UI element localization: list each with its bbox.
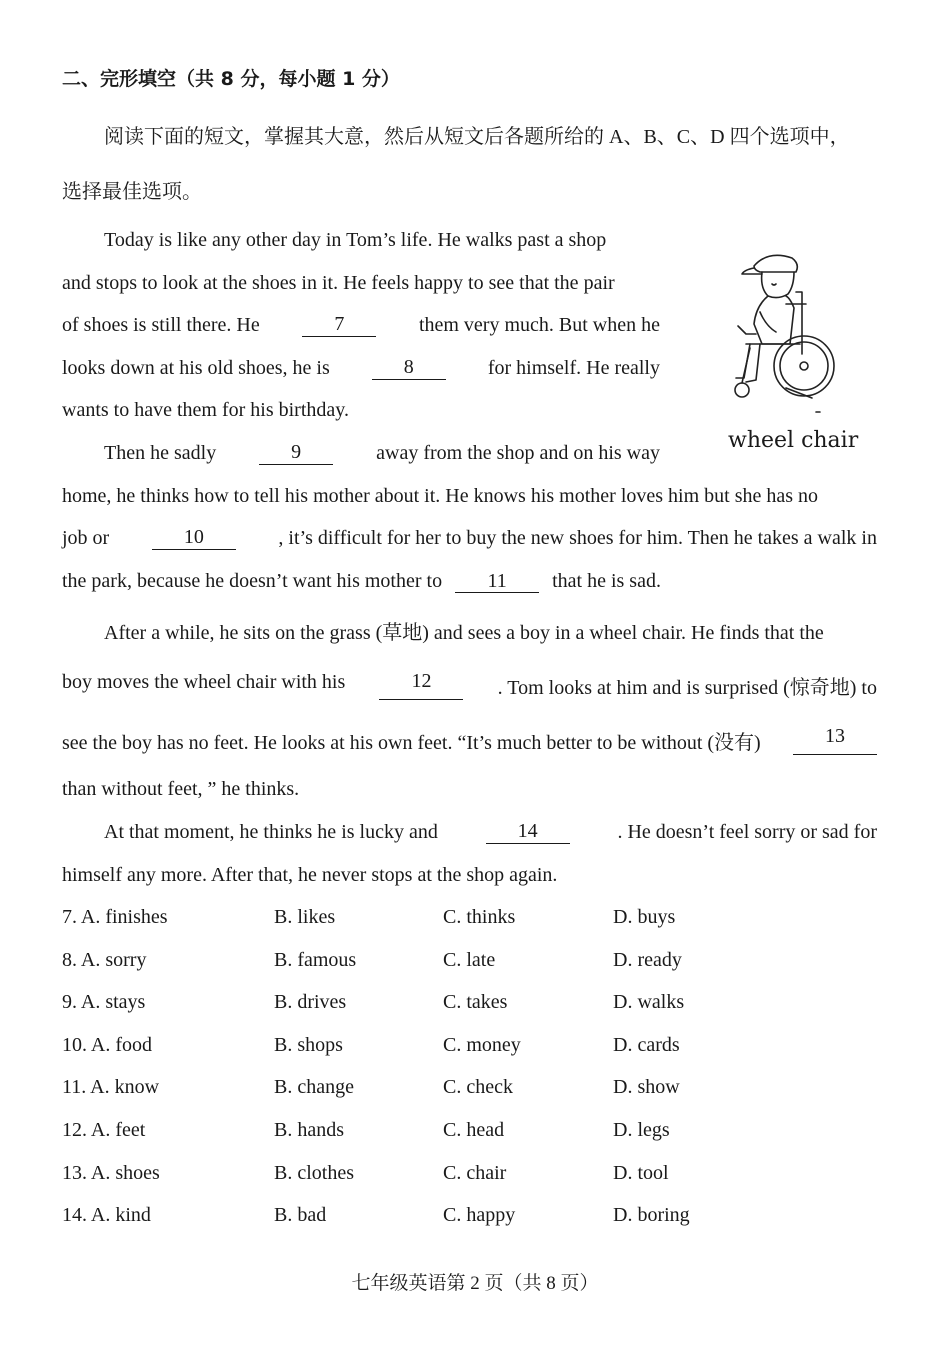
instruction-line-1: 阅读下面的短文，掌握其大意，然后从短文后各题所给的 A、B、C、D 四个选项中，: [104, 126, 850, 148]
passage-text: for himself. He really: [487, 357, 660, 379]
option-c: C. takes: [443, 991, 508, 1014]
passage-text: At that moment, he thinks he is lucky and: [104, 821, 438, 843]
passage-line: himself any more. After that, he never stops at the shop again.: [62, 864, 558, 886]
option-c: C. check: [443, 1076, 513, 1099]
passage-text: job or: [62, 527, 110, 549]
option-a: 9. A. stays: [62, 991, 146, 1014]
passage-text: . Tom looks at him and is surprised (惊奇地) to: [497, 677, 877, 699]
passage-line: [62, 357, 660, 380]
blank-13: 13: [793, 726, 877, 755]
passage-text: the park, because he doesn’t want his mother to: [62, 570, 443, 592]
option-a: 11. A. know: [62, 1076, 160, 1099]
passage-line: wants to have them for his birthday.: [62, 399, 349, 421]
option-a: 10. A. food: [62, 1033, 152, 1056]
page-footer: 七年级英语第 2 页（共 8 页）: [351, 1273, 599, 1294]
section-heading: 二、完形填空（共 8 分，每小题 1 分）: [62, 68, 400, 90]
passage-line: After a while, he sits on the grass (草地) and sees a boy in a wheel chair. He finds that the: [104, 622, 824, 644]
passage-line: [62, 726, 877, 755]
option-a: 8. A. sorry: [62, 948, 147, 971]
blank-9: 9: [259, 442, 333, 465]
passage-line: [62, 671, 877, 700]
option-a: 12. A. feet: [62, 1119, 146, 1141]
passage-text: away from the shop and on his way: [376, 442, 660, 464]
passage-line: [104, 821, 877, 844]
blank-11: 11: [455, 571, 539, 593]
passage-line: Today is like any other day in Tom’s life. He walks past a shop: [104, 229, 607, 251]
passage-text: them very much. But when he: [418, 314, 660, 336]
passage-line: than without feet, ” he thinks.: [62, 778, 300, 800]
wheelchair-illustration: [716, 248, 850, 418]
passage-text: of shoes is still there. He: [62, 314, 260, 336]
option-c: C. money: [443, 1033, 521, 1056]
passage-text: see the boy has no feet. He looks at his own feet. “It’s much better to be without (没有): [62, 732, 761, 754]
option-b: B. drives: [274, 991, 347, 1014]
option-b: B. clothes: [274, 1161, 354, 1184]
passage-line: [104, 442, 660, 465]
option-b: B. shops: [274, 1033, 343, 1056]
passage-line: [62, 314, 660, 337]
option-c: C. chair: [443, 1161, 507, 1184]
option-d: D. ready: [613, 948, 682, 971]
option-d: D. show: [613, 1076, 680, 1099]
option-d: D. walks: [613, 991, 685, 1014]
option-d: D. cards: [613, 1033, 680, 1056]
option-b: B. bad: [274, 1204, 327, 1227]
option-b: B. change: [274, 1076, 354, 1099]
option-c: C. head: [443, 1119, 505, 1141]
figure-caption: wheel chair: [728, 428, 859, 453]
option-a: 7. A. finishes: [62, 906, 168, 928]
blank-8: 8: [372, 357, 446, 380]
passage-line: home, he thinks how to tell his mother about it. He knows his mother loves him but she has no: [62, 485, 819, 507]
passage-text: , it’s difficult for her to buy the new shoes for him. Then he takes a walk in: [278, 527, 877, 549]
passage-text: looks down at his old shoes, he is: [62, 357, 330, 379]
passage-line: [62, 570, 661, 593]
blank-14: 14: [486, 821, 570, 844]
option-c: C. late: [443, 948, 496, 971]
option-d: D. buys: [613, 906, 676, 928]
option-d: D. legs: [613, 1119, 670, 1141]
option-d: D. tool: [613, 1161, 669, 1184]
passage-text: that he is sad.: [552, 570, 661, 592]
blank-12: 12: [379, 671, 463, 700]
option-b: B. likes: [274, 906, 336, 928]
blank-10: 10: [152, 527, 236, 550]
wheelchair-boy-icon: [716, 248, 850, 418]
passage-line: [62, 527, 877, 550]
instruction-line-2: 选择最佳选项。: [62, 181, 202, 203]
passage-text: boy moves the wheel chair with his: [62, 671, 346, 693]
option-c: C. thinks: [443, 906, 516, 928]
passage-text: Then he sadly: [104, 442, 217, 464]
option-b: B. famous: [274, 948, 357, 971]
option-a: 13. A. shoes: [62, 1161, 160, 1184]
option-b: B. hands: [274, 1119, 344, 1141]
option-c: C. happy: [443, 1204, 516, 1227]
option-a: 14. A. kind: [62, 1204, 151, 1227]
blank-7: 7: [302, 314, 376, 337]
passage-line: and stops to look at the shoes in it. He feels happy to see that the pair: [62, 272, 615, 294]
passage-text: . He doesn’t feel sorry or sad for: [617, 821, 877, 843]
option-d: D. boring: [613, 1204, 690, 1227]
